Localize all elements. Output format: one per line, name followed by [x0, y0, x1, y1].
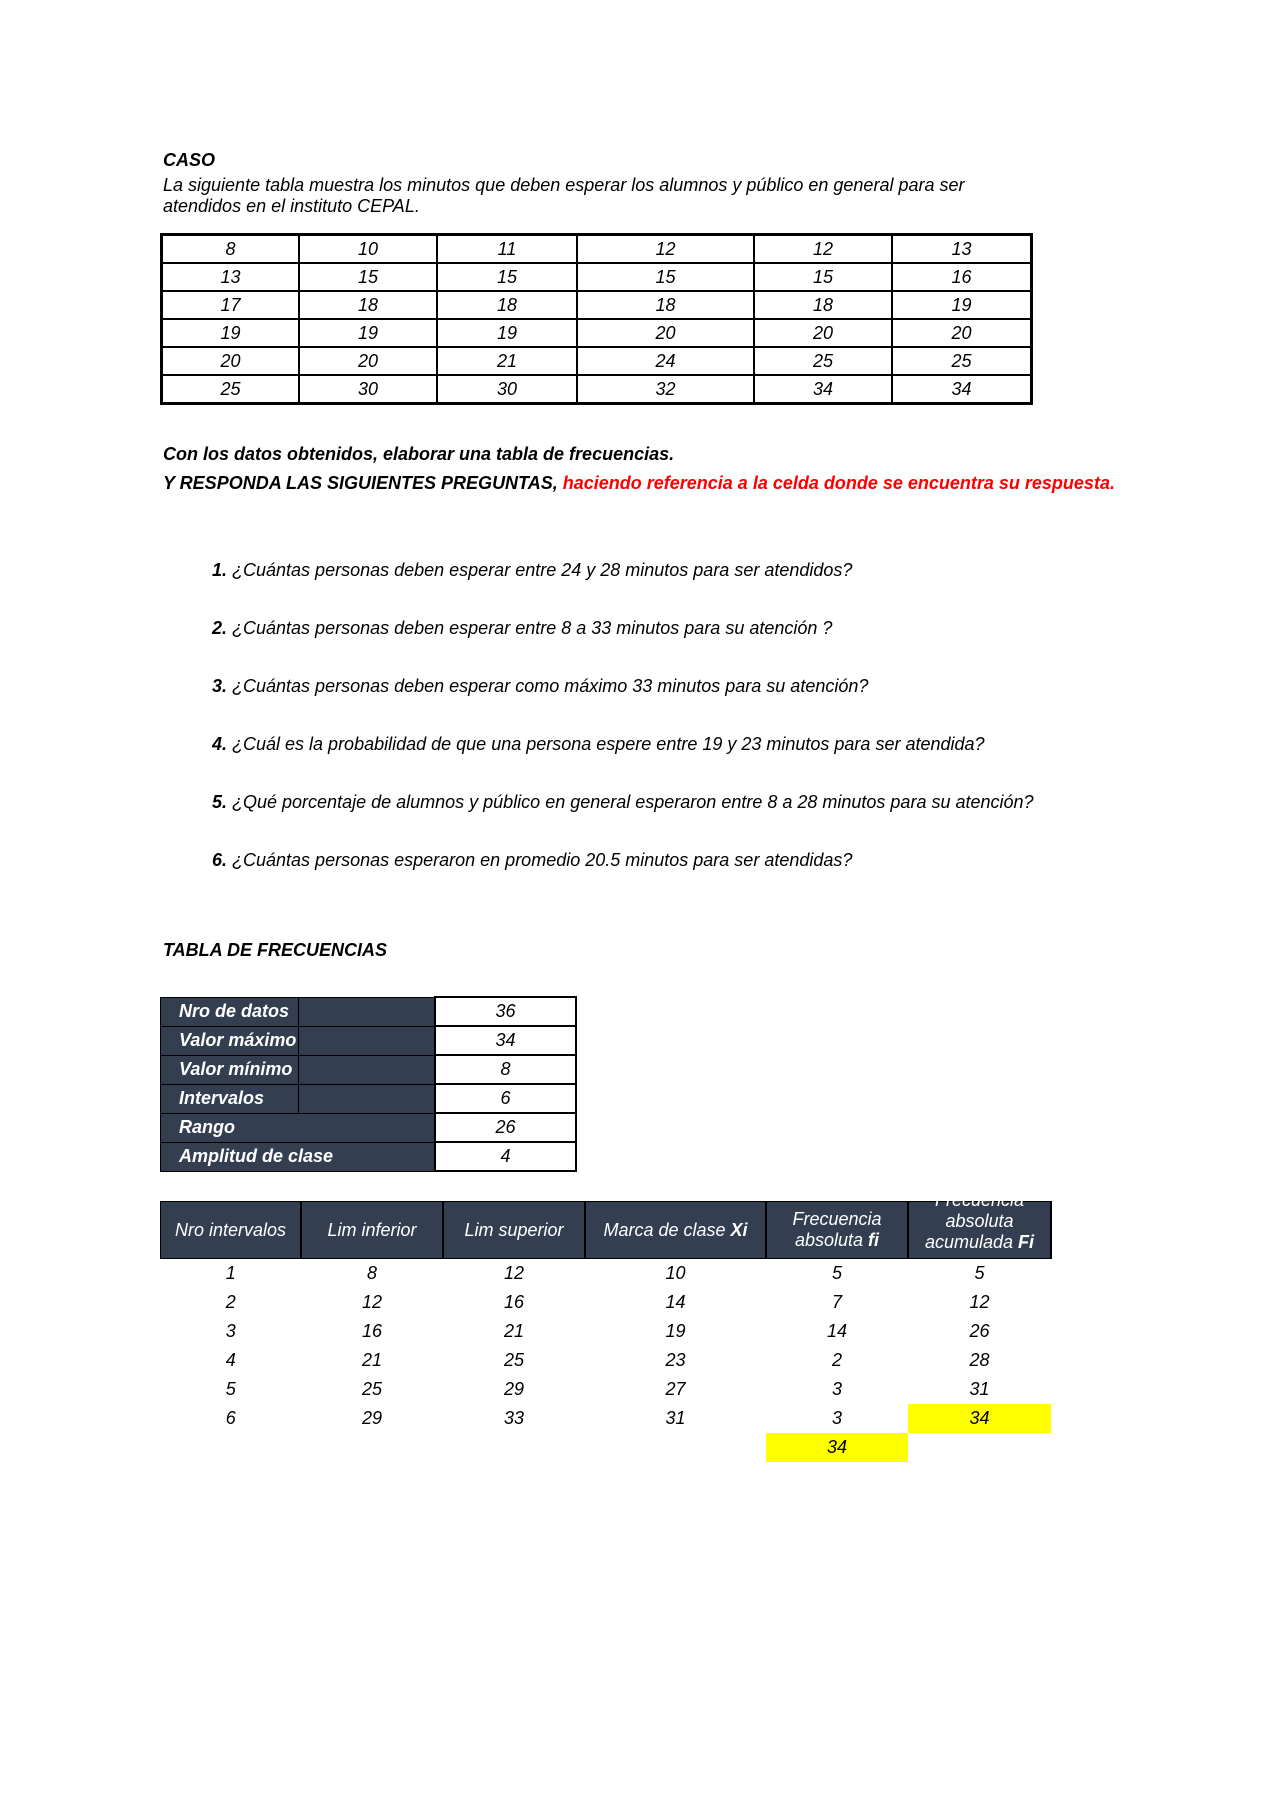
- table-cell[interactable]: 12: [361, 1292, 383, 1312]
- table-cell[interactable]: 14: [826, 1321, 848, 1341]
- table-cell[interactable]: 25: [162, 375, 300, 404]
- table-cell[interactable]: 20: [892, 319, 1032, 347]
- table-cell[interactable]: 12: [503, 1263, 525, 1283]
- table-cell[interactable]: 21: [361, 1350, 383, 1370]
- table-row: [161, 1055, 577, 1084]
- table-row: [161, 1404, 1052, 1433]
- table-cell[interactable]: 17: [162, 291, 300, 319]
- question-number: 5.: [212, 792, 228, 812]
- table-cell[interactable]: 34: [892, 375, 1032, 404]
- question-number: 6.: [212, 850, 228, 870]
- case-intro: La siguiente tabla muestra los minutos que deben esperar los alumnos y público en general para ser atendidos en el instituto CEPAL.: [163, 175, 965, 216]
- table-row: [161, 1113, 577, 1142]
- table-cell[interactable]: 19: [437, 319, 577, 347]
- question-text: ¿Cuántas personas deben esperar entre 8 a 33 minutos para su atención ?: [227, 618, 833, 638]
- table-row: [161, 1084, 577, 1113]
- table-cell[interactable]: 25: [892, 347, 1032, 375]
- table-cell[interactable]: 20: [299, 347, 437, 375]
- table-row: [162, 347, 1032, 375]
- table-row: [161, 1288, 1052, 1317]
- question-text: ¿Cuál es la probabilidad de que una persona espere entre 19 y 23 minutos para ser atendida?: [227, 734, 985, 754]
- table-cell[interactable]: 20: [162, 347, 300, 375]
- question-6: [212, 850, 1028, 871]
- instruction-red-text: haciendo referencia a la celda donde se encuentra su respuesta.: [562, 473, 1115, 493]
- instruction-line: Con los datos obtenidos, elaborar una tabla de frecuencias.: [163, 444, 675, 464]
- table-cell[interactable]: 32: [577, 375, 754, 404]
- table-cell[interactable]: 25: [361, 1379, 383, 1399]
- raw-data-table: [160, 233, 1033, 405]
- table-cell[interactable]: 12: [754, 235, 892, 264]
- table-cell[interactable]: 29: [503, 1379, 525, 1399]
- table-row: [162, 263, 1032, 291]
- header-marca-de-clase[interactable]: Marca de clase Xi: [585, 1202, 766, 1259]
- instruction-line-questions: [163, 473, 1115, 494]
- table-cell[interactable]: 15: [299, 263, 437, 291]
- question-text: ¿Cuántas personas deben esperar entre 24 y 28 minutos para ser atendidos?: [227, 560, 853, 580]
- table-row: [162, 235, 1032, 264]
- question-1: [212, 560, 1028, 581]
- table-row: [162, 319, 1032, 347]
- summary-value[interactable]: 36: [435, 997, 576, 1026]
- table-cell[interactable]: 18: [437, 291, 577, 319]
- question-number: 1.: [212, 560, 228, 580]
- table-cell[interactable]: 19: [892, 291, 1032, 319]
- table-cell[interactable]: 3: [225, 1321, 236, 1341]
- summary-table: [160, 996, 577, 1172]
- table-cell[interactable]: 8: [366, 1263, 377, 1283]
- table-row-total: [161, 1433, 1052, 1462]
- empty-cell[interactable]: [443, 1433, 585, 1462]
- table-cell[interactable]: 10: [299, 235, 437, 264]
- table-cell[interactable]: 15: [577, 263, 754, 291]
- table-row: [161, 1346, 1052, 1375]
- highlighted-cell-accumulated-total[interactable]: 34: [908, 1404, 1051, 1433]
- empty-cell[interactable]: [585, 1433, 766, 1462]
- summary-label[interactable]: Valor máximo: [161, 1026, 436, 1055]
- table-cell[interactable]: 33: [503, 1408, 525, 1428]
- summary-label[interactable]: Amplitud de clase: [161, 1142, 436, 1171]
- highlighted-cell-fi-total[interactable]: 34: [766, 1433, 908, 1462]
- table-cell[interactable]: 3: [831, 1379, 842, 1399]
- frequency-table-title: TABLA DE FRECUENCIAS: [163, 940, 387, 960]
- table-cell[interactable]: 27: [665, 1379, 686, 1399]
- summary-value[interactable]: 8: [435, 1055, 576, 1084]
- table-row: [161, 1142, 577, 1171]
- empty-cell[interactable]: [908, 1433, 1051, 1462]
- summary-label[interactable]: Rango: [161, 1113, 436, 1142]
- question-2: [212, 618, 1028, 639]
- table-cell[interactable]: 2: [225, 1292, 236, 1312]
- table-cell[interactable]: 2: [831, 1350, 842, 1370]
- header-nro-intervalos[interactable]: Nro intervalos: [161, 1202, 302, 1259]
- table-cell[interactable]: 30: [437, 375, 577, 404]
- table-cell[interactable]: 20: [754, 319, 892, 347]
- table-cell[interactable]: 21: [437, 347, 577, 375]
- table-cell[interactable]: 25: [754, 347, 892, 375]
- table-cell[interactable]: 3: [831, 1408, 842, 1428]
- table-cell[interactable]: 16: [503, 1292, 525, 1312]
- table-row: [161, 1259, 1052, 1289]
- table-cell[interactable]: 12: [969, 1292, 990, 1312]
- table-cell[interactable]: 12: [577, 235, 754, 264]
- summary-value[interactable]: 26: [435, 1113, 576, 1142]
- table-cell[interactable]: 14: [665, 1292, 686, 1312]
- table-row: [161, 1375, 1052, 1404]
- question-text: ¿Cuántas personas deben esperar como máximo 33 minutos para su atención?: [227, 676, 869, 696]
- table-row: [161, 1317, 1052, 1346]
- case-title: CASO: [163, 150, 216, 170]
- summary-label[interactable]: Intervalos: [161, 1084, 436, 1113]
- question-text: ¿Cuántas personas esperaron en promedio 20.5 minutos para ser atendidas?: [227, 850, 853, 870]
- summary-value[interactable]: 4: [435, 1142, 576, 1171]
- header-frecuencia-absoluta[interactable]: Frecuencia absoluta fi: [766, 1202, 908, 1259]
- table-cell[interactable]: 31: [969, 1379, 990, 1399]
- table-row: [162, 375, 1032, 404]
- table-cell[interactable]: 13: [162, 263, 300, 291]
- table-row: [162, 291, 1032, 319]
- question-3: [212, 676, 1028, 697]
- table-row: [161, 1026, 577, 1055]
- table-cell[interactable]: 10: [665, 1263, 686, 1283]
- table-cell[interactable]: 8: [162, 235, 300, 264]
- empty-cell[interactable]: [161, 1433, 302, 1462]
- table-cell[interactable]: 7: [831, 1292, 842, 1312]
- table-cell[interactable]: 16: [361, 1321, 383, 1341]
- table-cell[interactable]: 21: [503, 1321, 525, 1341]
- table-cell[interactable]: 18: [299, 291, 437, 319]
- table-cell[interactable]: 18: [754, 291, 892, 319]
- table-cell[interactable]: 15: [754, 263, 892, 291]
- table-cell[interactable]: 5: [974, 1263, 985, 1283]
- summary-value[interactable]: 34: [435, 1026, 576, 1055]
- table-cell[interactable]: 29: [361, 1408, 383, 1428]
- summary-label[interactable]: Nro de datos: [161, 997, 436, 1026]
- header-lim-inferior[interactable]: Lim inferior: [301, 1202, 443, 1259]
- table-cell[interactable]: 25: [503, 1350, 525, 1370]
- table-row: [161, 997, 577, 1026]
- table-cell[interactable]: 24: [577, 347, 754, 375]
- table-cell[interactable]: 19: [299, 319, 437, 347]
- instruction-black-text: Y RESPONDA LAS SIGUIENTES PREGUNTAS,: [163, 473, 563, 493]
- summary-value[interactable]: 6: [435, 1084, 576, 1113]
- table-cell[interactable]: 4: [225, 1350, 236, 1370]
- table-header-row: [161, 1202, 1052, 1259]
- table-cell[interactable]: 23: [665, 1350, 686, 1370]
- table-cell[interactable]: 5: [225, 1379, 236, 1399]
- table-cell[interactable]: 11: [437, 235, 577, 264]
- table-cell[interactable]: 20: [577, 319, 754, 347]
- table-cell[interactable]: 18: [577, 291, 754, 319]
- table-cell[interactable]: 28: [969, 1350, 990, 1370]
- question-4: [212, 734, 1028, 755]
- question-5: [212, 792, 1034, 813]
- table-cell[interactable]: 15: [437, 263, 577, 291]
- table-cell[interactable]: 1: [225, 1263, 236, 1283]
- question-number: 4.: [212, 734, 228, 754]
- table-cell[interactable]: 31: [665, 1408, 686, 1428]
- empty-cell[interactable]: [301, 1433, 443, 1462]
- intervals-frequency-table: [160, 1190, 1052, 1462]
- table-cell[interactable]: 6: [225, 1408, 236, 1428]
- table-cell[interactable]: 19: [162, 319, 300, 347]
- table-cell[interactable]: 19: [665, 1321, 686, 1341]
- header-frecuencia-acumulada[interactable]: Frecuencia absoluta acumulada Fi: [908, 1202, 1051, 1259]
- table-cell[interactable]: 5: [831, 1263, 842, 1283]
- table-cell[interactable]: 16: [892, 263, 1032, 291]
- table-cell[interactable]: 34: [754, 375, 892, 404]
- question-text: ¿Qué porcentaje de alumnos y público en general esperaron entre 8 a 28 minutos para su atención?: [227, 792, 1034, 812]
- summary-label[interactable]: Valor mínimo: [161, 1055, 436, 1084]
- table-cell[interactable]: 26: [969, 1321, 990, 1341]
- header-lim-superior[interactable]: Lim superior: [443, 1202, 585, 1259]
- table-cell[interactable]: 30: [299, 375, 437, 404]
- question-number: 2.: [212, 618, 228, 638]
- question-number: 3.: [212, 676, 228, 696]
- table-cell[interactable]: 13: [892, 235, 1032, 264]
